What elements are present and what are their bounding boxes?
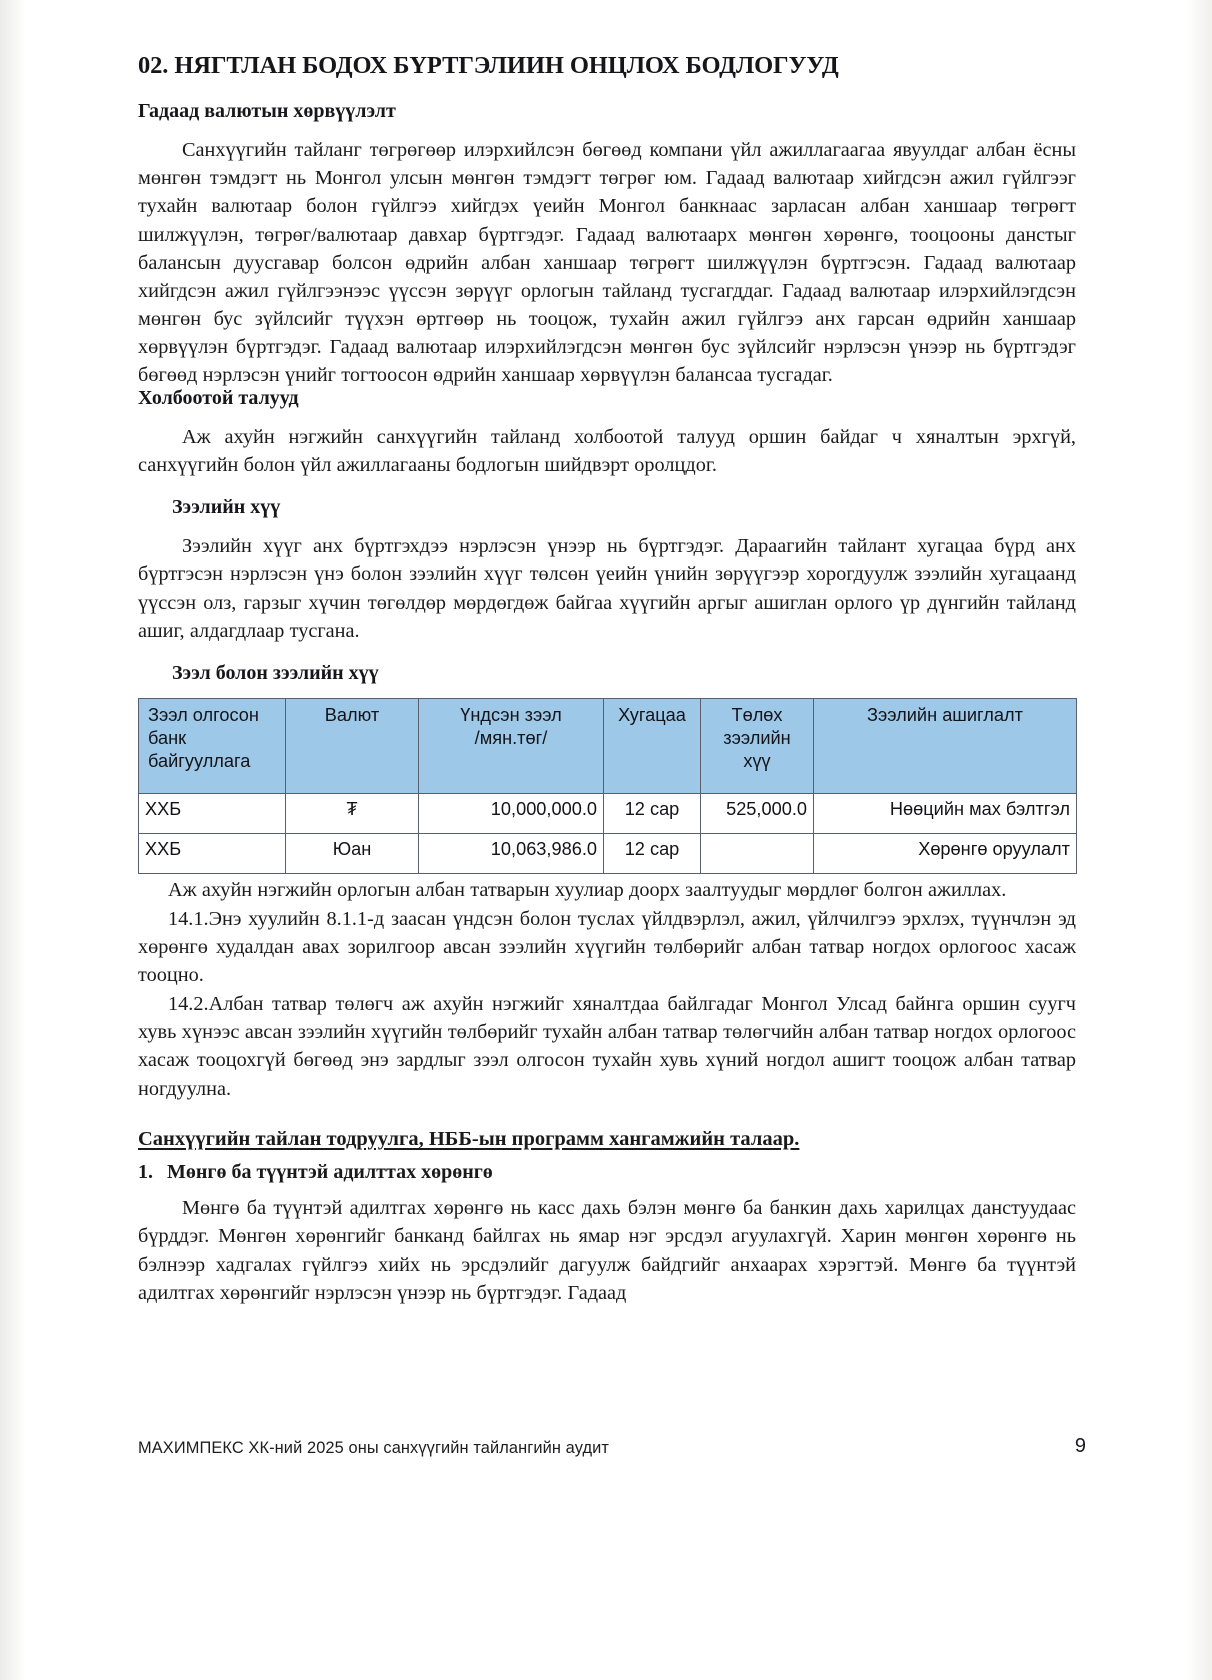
cell-usage: Нөөцийн мах бэлтгэл — [814, 793, 1077, 833]
column-header-term: Хугацаа — [604, 698, 701, 793]
column-header-interest: Төлөх зээлийн хүү — [701, 698, 814, 793]
list-heading-label: Мөнгө ба түүнтэй адилттах хөрөнгө — [167, 1161, 493, 1184]
column-header-principal: Үндсэн зээл /мян.төг/ — [419, 698, 604, 793]
heading-foreign-currency: Гадаад валютын хөрвүүлэлт — [138, 100, 396, 123]
list-number: 1. — [138, 1161, 153, 1184]
table-row — [139, 793, 1077, 833]
paragraph-interest-rate: Зээлийн хүүг анх бүртгэхдээ нэрлэсэн үнээр нь бүртгэдэг. Дараагийн тайлант хугацаа бүрд анх бүртгэсэн нэрлэсэн үнэ болон зээлийн хүүг төлсөн үеийн үнийн зөрүүгээр хорогдуулж зээлийн хугацаанд үүссэн олз, гарзыг хүчин төгөлдөр мөрдөгдөж байгаа хүүгийн аргыг ашиглан орлого үр дүнгийн тайланд ашиг, алдагдлаар тусгана. — [138, 535, 1076, 642]
loan-table-body — [139, 793, 1077, 873]
cell-usage: Хөрөнгө оруулалт — [814, 833, 1077, 873]
paragraph-cash-equivalents: Мөнгө ба түүнтэй адилтгах хөрөнгө нь касс дахь бэлэн мөнгө ба банкин дахь харилцах данстуудаас бүрддэг. Мөнгөн хөрөнгийг банканд байлгах нь ямар нэг эрсдэл агуулахгүй. Харин мөнгөн хөрөнгө нь бэлнээр хадгалах гүйлгээ хийх нь эрсдэлийг дагуулж байдгийг анхаарах хэрэгтэй. Мөнгө ба түүнтэй адилтгах хөрөнгийг нэрлэсэн үнээр нь бүртгэдэг. Гадаад — [138, 1197, 1076, 1304]
page-number: 9 — [1074, 1435, 1086, 1457]
heading-cash-equivalents — [138, 1161, 1076, 1184]
loan-table — [138, 698, 1077, 874]
cell-bank: ХХБ — [139, 793, 286, 833]
cell-term: 12 сар — [604, 793, 701, 833]
cell-interest — [701, 833, 814, 873]
page-footer — [138, 1435, 1086, 1458]
column-header-bank: Зээл олгосон банк байгууллага — [139, 698, 286, 793]
table-header-row — [139, 698, 1077, 793]
cell-currency: ₮ — [286, 793, 419, 833]
paragraph-clause-14-1: 14.1.Энэ хуулийн 8.1.1-д заасан үндсэн болон туслах үйлдвэрлэл, ажил, үйлчилгээ эрхлэх, түүнчлэн эд хөрөнгө худалдан авах зорилгоор авсан зээлийн хүүгийн төлбөрийг албан татвар ногдох орлогоос хасаж тооцно. — [138, 907, 1076, 987]
heading-loan-and-interest: Зээл болон зээлийн хүү — [172, 661, 379, 684]
heading-interest-rate: Зээлийн хүү — [172, 496, 281, 519]
cell-currency: Юан — [286, 833, 419, 873]
cell-term: 12 сар — [604, 833, 701, 873]
cell-principal: 10,063,986.0 — [419, 833, 604, 873]
cell-principal: 10,000,000.0 — [419, 793, 604, 833]
paragraph-foreign-currency: Санхүүгийн тайланг төгрөгөөр илэрхийлсэн бөгөөд компани үйл ажиллагаагаа явуулдаг албан ёсны мөнгөн тэмдэгт нь Монгол улсын мөнгөн тэмдэгт төгрөг юм. Гадаад валютаар хийгдсэн ажил гүйлгээг тухайн валютаар болон гүйлгээ хийгдэх үеийн Монгол банкнаас зарласан албан ханшаар төгрөгт шилжүүлэн, төгрөг/валютаар давхар бүртгэдэг. Гадаад валютаарх мөнгөн хөрөнгө, тооцооны данстыг балансын дуусгавар болсон өдрийн албан ханшаар төгрөгт шилжүүлэн бүртгэсэн. Гадаад валютаар хийгдсэн ажил гүйлгээнээс үүссэн зөрүүг орлогын тайланд тусгагддаг. Гадаад валютаар илэрхийлэгдсэн мөнгөн бус зүйлсийг түүхэн өртгөөр нь тооцож, тухайн ажил гүйлгээ анх гарсан өдрийн ханшаар хөрвүүлэн бүртгэдэг. Гадаад валютаар илэрхийлэгдсэн мөнгөн бус зүйлсийг нэрлэсэн үнээр нь бүртгэдэг бөгөөд нэрлэсэн үнийг тогтоосон өдрийн ханшаар хөрвүүлэн балансаа тусгадаг. — [138, 139, 1076, 387]
heading-related-parties: Холбоотой талууд — [138, 387, 299, 410]
column-header-usage: Зээлийн ашиглалт — [814, 698, 1077, 793]
cell-interest: 525,000.0 — [701, 793, 814, 833]
paragraph-tax-intro: Аж ахуйн нэгжийн орлогын албан татварын хуулиар доорх заалтуудыг мөрдлөг болгон ажиллах. — [168, 878, 1007, 901]
heading-financial-report-notes: Санхүүгийн тайлан тодруулга, НББ-ын программ хангамжийн талаар. — [138, 1127, 800, 1150]
loan-table-header — [139, 698, 1077, 793]
table-row — [139, 833, 1077, 873]
paragraph-related-parties: Аж ахуйн нэгжийн санхүүгийн тайланд холбоотой талууд оршин байдаг ч хяналтын эрхгүй, санхүүгийн болон үйл ажиллагааны бодлогын шийдвэрт оролцдог. — [138, 426, 1076, 477]
cell-bank: ХХБ — [139, 833, 286, 873]
page-title: 02. НЯГТЛАН БОДОХ БҮРТГЭЛИИН ОНЦЛОХ БОДЛОГУУД — [138, 52, 839, 79]
footer-note: МАХИМПЕКС ХК-ний 2025 оны санхүүгийн тайлангийн аудит — [138, 1439, 609, 1457]
page-content — [138, 52, 1076, 1308]
paragraph-clause-14-2: 14.2.Албан татвар төлөгч аж ахуйн нэгжийг хяналтдаа байлгадаг Монгол Улсад байнга оршин суугч хувь хүнээс авсан зээлийн хүүгийн төлбөрийг тухайн албан татвар төлөгчийн албан татвар ногдох орлогоос хасаж тооцохгүй бөгөөд энэ зардлыг зээл олгосон тухайн хувь хүний ногдол ашигт тооцож албан татвар ногдуулна. — [138, 993, 1076, 1100]
column-header-currency: Валют — [286, 698, 419, 793]
